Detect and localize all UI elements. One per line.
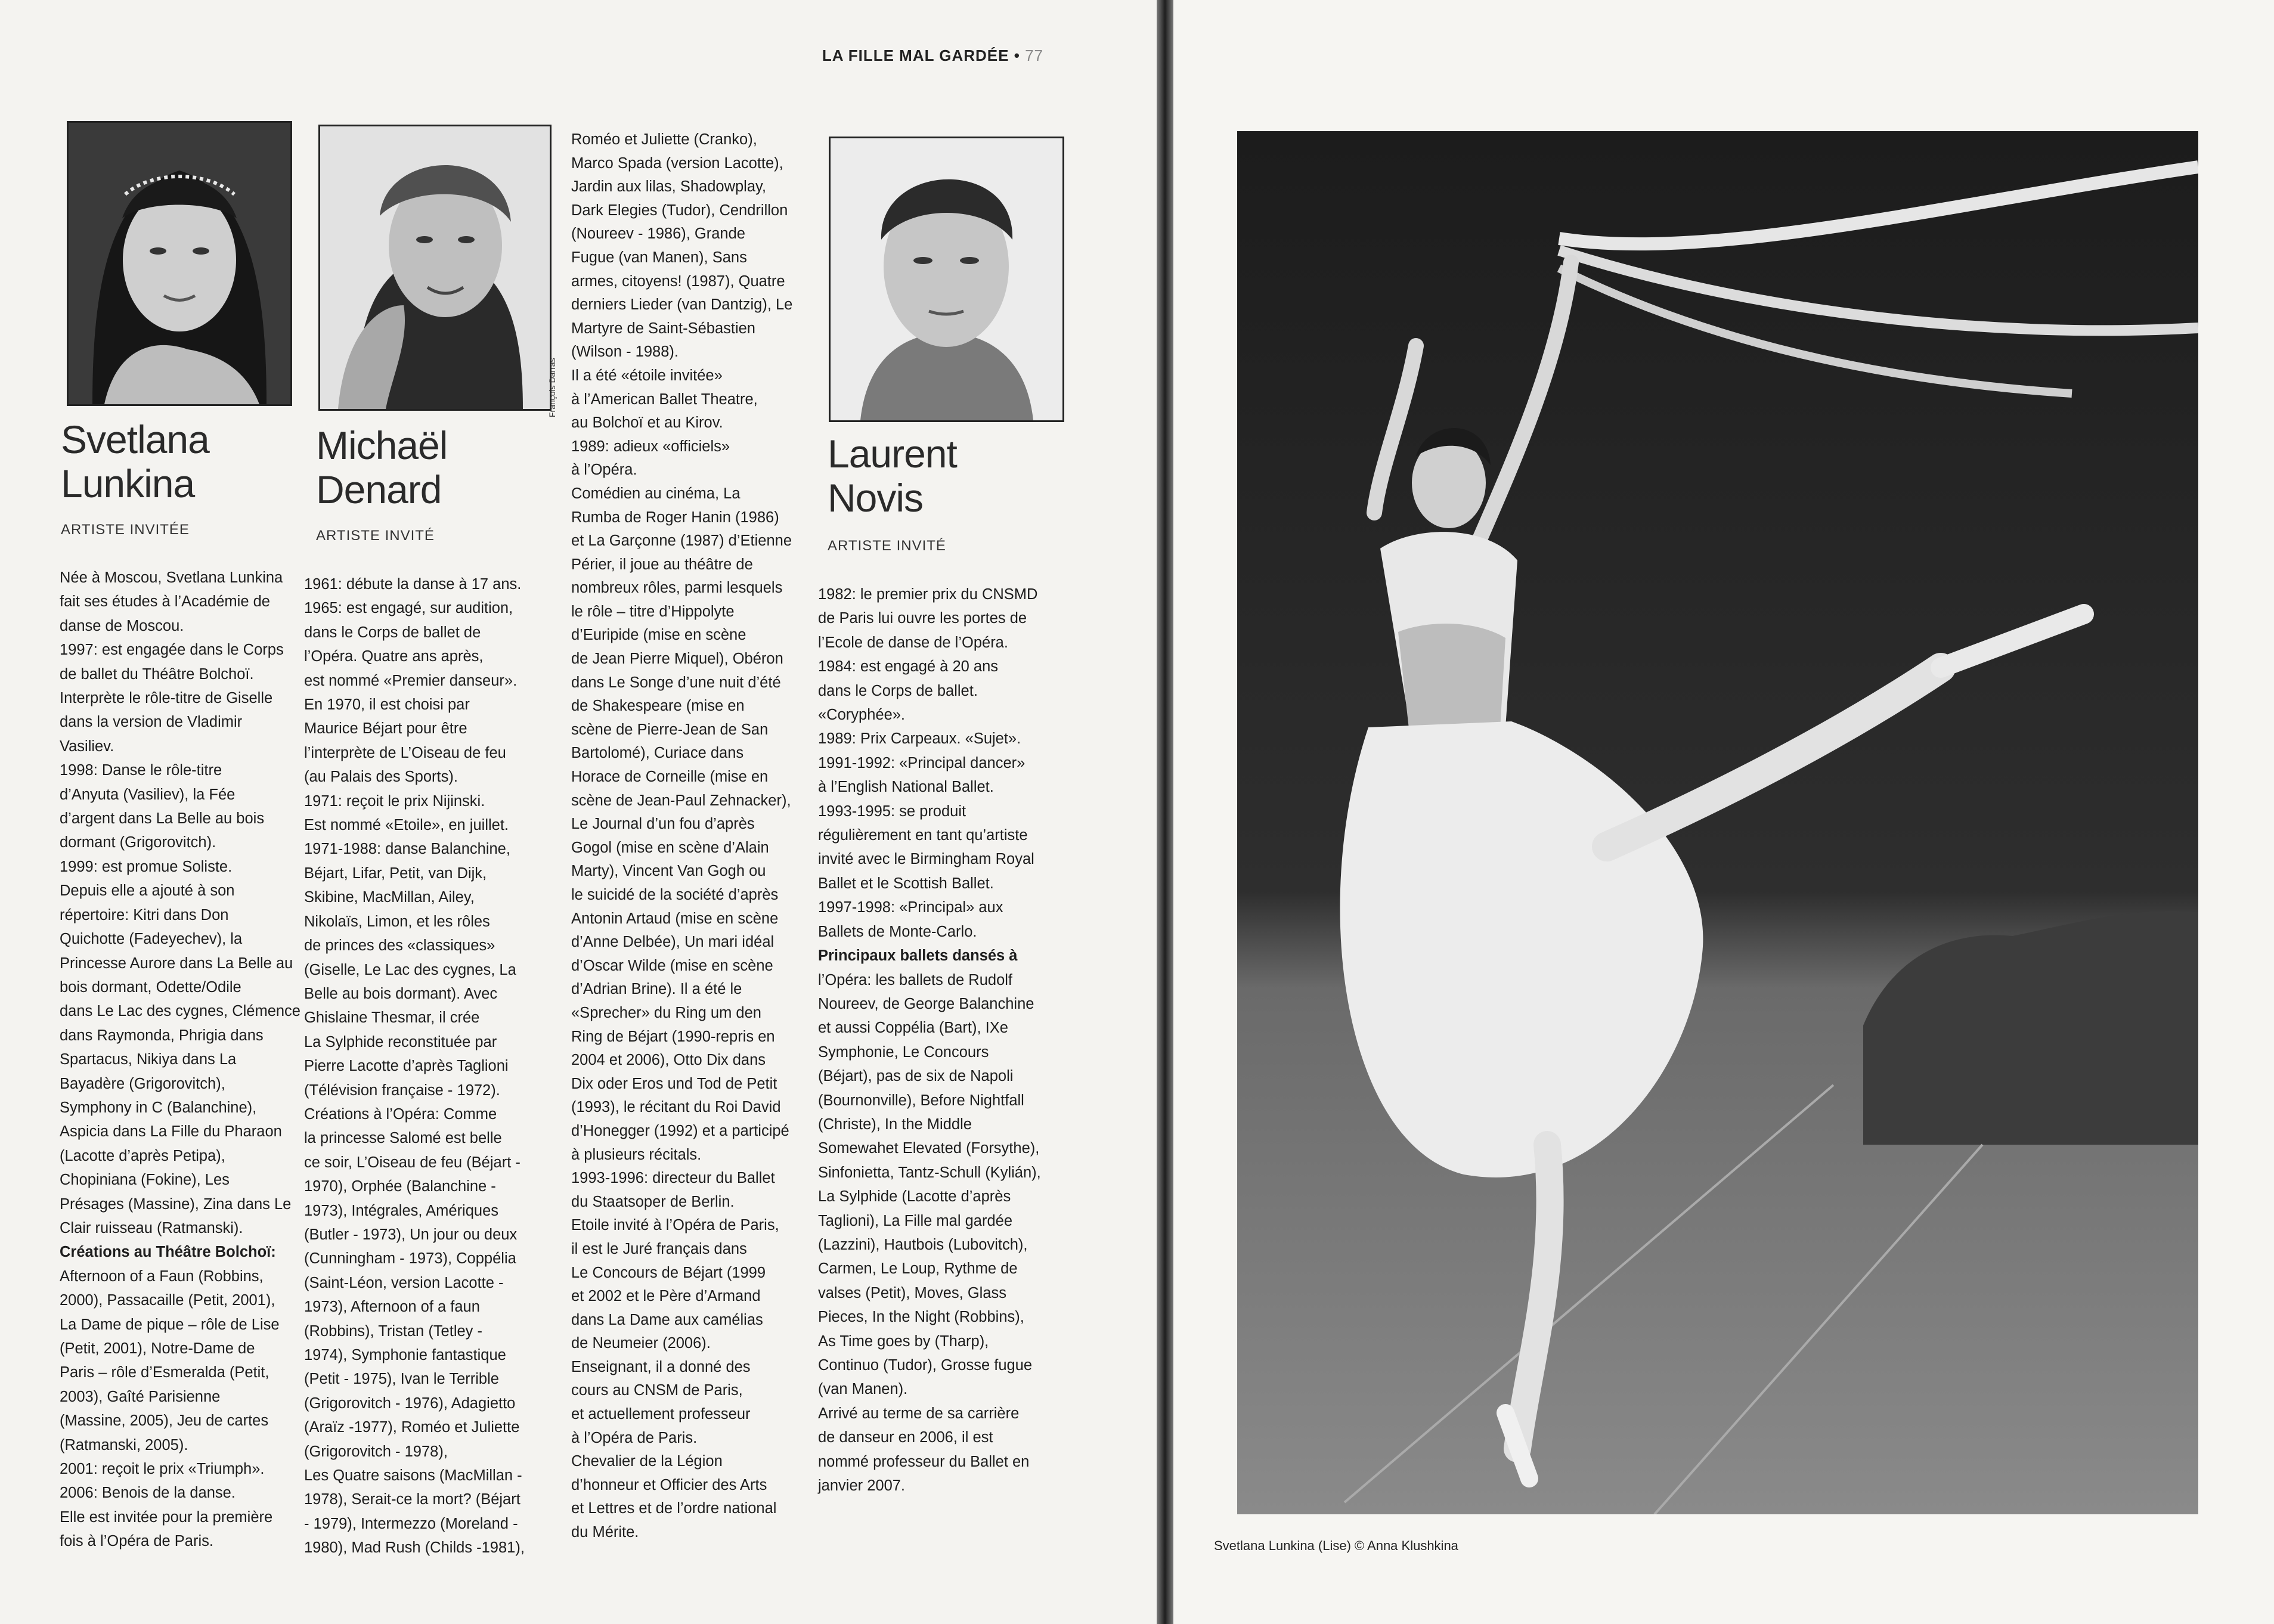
- bio-line: Chopiniana (Fokine), Les: [60, 1171, 230, 1189]
- bio-line: (Saint-Léon, version Lacotte -: [304, 1274, 504, 1291]
- bio-line: valses (Petit), Moves, Glass: [818, 1284, 1006, 1301]
- bio-line: le rôle – titre d’Hippolyte: [571, 603, 735, 620]
- bio-line: 1980), Mad Rush (Childs -1981),: [304, 1539, 525, 1557]
- bio-line: «Coryphée».: [818, 706, 906, 724]
- bio-line: (au Palais des Sports).: [304, 768, 458, 786]
- bio-line: (Araïz -1977), Roméo et Juliette: [304, 1419, 520, 1436]
- running-title: LA FILLE MAL GARDÉE: [822, 47, 1009, 64]
- bio-line: Gogol (mise en scène d’Alain: [571, 839, 769, 856]
- bio-line: Princesse Aurore dans La Belle au: [60, 954, 293, 972]
- bio-line: 1999: est promue Soliste.: [60, 858, 233, 875]
- bio-line: Sinfonietta, Tantz-Schull (Kylián),: [818, 1164, 1041, 1181]
- bio-line: Les Quatre saisons (MacMillan -: [304, 1467, 522, 1484]
- bio-line: 1971-1988: danse Balanchine,: [304, 841, 510, 858]
- bio-line: armes, citoyens! (1987), Quatre: [571, 272, 785, 290]
- bio-line: Belle au bois dormant). Avec: [304, 985, 498, 1002]
- bio-line: Dix oder Eros und Tod de Petit: [571, 1075, 777, 1092]
- bio-line: de danseur en 2006, il est: [818, 1429, 993, 1446]
- bio-line: 1982: le premier prix du CNSMD: [818, 586, 1038, 603]
- bio-line: Présages (Massine), Zina dans Le: [60, 1195, 292, 1213]
- bio-line: 2001: reçoit le prix «Triumph».: [60, 1461, 265, 1478]
- caption-text: Svetlana Lunkina (Lise): [1214, 1538, 1351, 1553]
- last-name: Denard: [316, 467, 442, 512]
- bio-line: de Jean Pierre Miquel), Obéron: [571, 650, 783, 668]
- bio-line: et actuellement professeur: [571, 1406, 751, 1423]
- bio-line: Symphony in C (Balanchine),: [60, 1099, 257, 1116]
- bio-line: répertoire: Kitri dans Don: [60, 906, 229, 923]
- bio-line: 1998: Danse le rôle-titre: [60, 762, 222, 779]
- bio-line: Clair ruisseau (Ratmanski).: [60, 1219, 243, 1236]
- bio-line: «Sprecher» du Ring um den: [571, 1004, 761, 1021]
- bio-line: Est nommé «Etoile», en juillet.: [304, 817, 509, 834]
- bio-line: régulièrement en tant qu’artiste: [818, 827, 1028, 844]
- bio-line: 1970), Orphée (Balanchine -: [304, 1178, 496, 1195]
- bio-line: Taglioni), La Fille mal gardée: [818, 1212, 1012, 1229]
- bio-line: d’honneur et Officier des Arts: [571, 1476, 767, 1493]
- bio-line: 1984: est engagé à 20 ans: [818, 658, 999, 675]
- header-bullet: •: [1014, 47, 1020, 64]
- bio-line: Ballet et le Scottish Ballet.: [818, 875, 994, 892]
- bio-line: (Petit, 2001), Notre-Dame de: [60, 1340, 255, 1357]
- portrait-laurent-novis: [829, 137, 1064, 422]
- bio-line: à plusieurs récitals.: [571, 1146, 702, 1163]
- bio-line: dans Le Lac des cygnes, Clémence: [60, 1003, 300, 1020]
- bio-line: de princes des «classiques»: [304, 937, 495, 954]
- role-label: ARTISTE INVITÉ: [316, 528, 435, 544]
- bio-line: Dark Elegies (Tudor), Cendrillon: [571, 202, 788, 219]
- bio-line: et La Garçonne (1987) d’Etienne: [571, 532, 792, 550]
- bio-line: Jardin aux lilas, Shadowplay,: [571, 178, 766, 196]
- bio-line: Ballets de Monte-Carlo.: [818, 923, 977, 940]
- artist-name-svetlana-lunkina: [61, 417, 209, 506]
- bio-line: La Sylphide (Lacotte d’après: [818, 1188, 1011, 1205]
- bio-line: de Neumeier (2006).: [571, 1335, 711, 1352]
- role-label: ARTISTE INVITÉE: [61, 522, 190, 538]
- bio-line: 2006: Benois de la danse.: [60, 1484, 236, 1502]
- bio-line: nombreux rôles, parmi lesquels: [571, 579, 783, 597]
- bio-line: 1993-1995: se produit: [818, 802, 966, 820]
- bio-laurent-novis: [818, 582, 1041, 1498]
- bio-line: Paris – rôle d’Esmeralda (Petit,: [60, 1364, 269, 1381]
- bio-line: Marty), Vincent Van Gogh ou: [571, 863, 766, 880]
- bio-line: scène de Pierre-Jean de San: [571, 721, 769, 738]
- bio-line: (Lacotte d’après Petipa),: [60, 1147, 225, 1164]
- bio-line: dormant (Grigorovitch).: [60, 834, 216, 851]
- bio-line: Nikolaïs, Limon, et les rôles: [304, 913, 490, 930]
- bio-line: Née à Moscou, Svetlana Lunkina: [60, 569, 283, 586]
- bio-line: Quichotte (Fadeyechev), la: [60, 931, 243, 948]
- bio-line: est nommé «Premier danseur».: [304, 672, 518, 689]
- bio-line: (Cunningham - 1973), Coppélia: [304, 1250, 516, 1267]
- bio-line: 1973), Afternoon of a faun: [304, 1298, 480, 1316]
- bio-line: Afternoon of a Faun (Robbins,: [60, 1267, 264, 1285]
- bio-line: et 2002 et le Père d’Armand: [571, 1288, 761, 1305]
- bio-line: Arrivé au terme de sa carrière: [818, 1405, 1020, 1422]
- bio-line: - 1979), Intermezzo (Moreland -: [304, 1515, 518, 1532]
- running-header: [822, 47, 1043, 65]
- bio-line: Bayadère (Grigorovitch),: [60, 1075, 225, 1092]
- bio-line: Horace de Corneille (mise en: [571, 768, 769, 786]
- bio-line: (Massine, 2005), Jeu de cartes: [60, 1412, 269, 1430]
- bio-line: dans Raymonda, Phrigia dans: [60, 1027, 264, 1044]
- bio-line: (Lazzini), Hautbois (Lubovitch),: [818, 1236, 1028, 1253]
- right-page: [1173, 0, 2274, 1624]
- bio-line: scène de Jean-Paul Zehnacker),: [571, 792, 791, 809]
- bio-line: le suicidé de la société d’après: [571, 887, 779, 903]
- bio-line: dans La Dame aux camélias: [571, 1311, 763, 1328]
- bio-line: La Sylphide reconstituée par: [304, 1033, 497, 1050]
- bio-line: Aspicia dans La Fille du Pharaon: [60, 1123, 282, 1140]
- bio-michael-denard-continued: [571, 128, 792, 1545]
- bio-line: Elle est invitée pour la première: [60, 1508, 273, 1526]
- artist-name-laurent-novis: [828, 432, 957, 520]
- bio-line: 1961: débute la danse à 17 ans.: [304, 576, 522, 593]
- bio-line: d’Anne Delbée), Un mari idéal: [571, 934, 774, 951]
- bio-line: janvier 2007.: [818, 1477, 906, 1495]
- bio-line: Pieces, In the Night (Robbins),: [818, 1309, 1024, 1326]
- bio-line: 1997: est engagée dans le Corps: [60, 641, 284, 659]
- role-label: ARTISTE INVITÉ: [828, 538, 946, 554]
- bio-line: Le Concours de Béjart (1999: [571, 1264, 766, 1281]
- bio-line: 1965: est engagé, sur audition,: [304, 600, 513, 617]
- bio-line: Interprète le rôle-titre de Giselle: [60, 690, 273, 707]
- bio-line: Spartacus, Nikiya dans La: [60, 1051, 237, 1068]
- bio-line: fait ses études à l’Académie de: [60, 593, 270, 610]
- last-name: Novis: [828, 476, 924, 520]
- bio-subheading: Principaux ballets dansés à: [818, 947, 1018, 965]
- bio-line: (Ratmanski, 2005).: [60, 1436, 188, 1453]
- bio-line: à l’Opéra de Paris.: [571, 1429, 698, 1446]
- bio-line: bois dormant, Odette/Odile: [60, 978, 241, 996]
- bio-line: d’Adrian Brine). Il a été le: [571, 981, 742, 998]
- bio-line: (Grigorovitch - 1978),: [304, 1443, 448, 1460]
- bio-line: la princesse Salomé est belle: [304, 1130, 502, 1147]
- bio-line: ce soir, L’Oiseau de feu (Béjart -: [304, 1154, 521, 1171]
- bio-line: l’Opéra: les ballets de Rudolf: [818, 971, 1013, 988]
- bio-line: Chevalier de la Légion: [571, 1453, 723, 1470]
- bio-line: à l’Opéra.: [571, 461, 637, 479]
- bio-line: As Time goes by (Tharp),: [818, 1332, 989, 1350]
- bio-line: Skibine, MacMillan, Ailey,: [304, 889, 475, 906]
- bio-line: Ghislaine Thesmar, il crée: [304, 1009, 480, 1027]
- bio-line: cours au CNSM de Paris,: [571, 1382, 743, 1399]
- bio-line: du Mérite.: [571, 1524, 639, 1541]
- bio-line: au Bolchoï et au Kirov.: [571, 414, 723, 432]
- photo-credit-denard: François Darras: [547, 358, 557, 417]
- bio-line: La Dame de pique – rôle de Lise: [60, 1316, 280, 1333]
- bio-line: Roméo et Juliette (Cranko),: [571, 131, 757, 148]
- bio-line: il est le Juré français dans: [571, 1240, 747, 1257]
- bio-line: Périer, il joue au théâtre de: [571, 556, 753, 573]
- page-number: 77: [1025, 47, 1043, 64]
- bio-michael-denard: [304, 572, 525, 1560]
- bio-line: derniers Lieder (van Dantzig), Le: [571, 296, 793, 314]
- bio-line: à l’English National Ballet.: [818, 779, 994, 796]
- bio-line: nommé professeur du Ballet en: [818, 1453, 1030, 1470]
- bio-line: Continuo (Tudor), Grosse fugue: [818, 1357, 1033, 1374]
- bio-line: Carmen, Le Loup, Rythme de: [818, 1260, 1018, 1278]
- first-name: Michaël: [316, 423, 448, 467]
- bio-line: Vasiliev.: [60, 737, 114, 755]
- bio-line: dans le Corps de ballet de: [304, 624, 481, 641]
- bio-line: (van Manen).: [818, 1381, 908, 1398]
- bio-line: Somewahet Elevated (Forsythe),: [818, 1140, 1040, 1157]
- bio-line: Ring de Béjart (1990-repris en: [571, 1028, 775, 1045]
- bio-line: dans le Corps de ballet.: [818, 682, 978, 699]
- bio-line: 1971: reçoit le prix Nijinski.: [304, 792, 485, 810]
- bio-line: 1989: adieux «officiels»: [571, 438, 730, 455]
- bio-line: 1997-1998: «Principal» aux: [818, 899, 1003, 916]
- bio-line: Symphonie, Le Concours: [818, 1043, 989, 1061]
- bio-line: Maurice Béjart pour être: [304, 720, 467, 737]
- bio-line: (1993), le récitant du Roi David: [571, 1099, 781, 1116]
- last-name: Lunkina: [61, 461, 195, 506]
- bio-line: (Bournonville), Before Nightfall: [818, 1092, 1024, 1109]
- bio-line: Béjart, Lifar, Petit, van Dijk,: [304, 864, 487, 882]
- bio-line: de Paris lui ouvre les portes de: [818, 610, 1027, 627]
- bio-line: (Télévision française - 1972).: [304, 1081, 500, 1099]
- bio-line: En 1970, il est choisi par: [304, 696, 470, 714]
- bio-line: Comédien au cinéma, La: [571, 485, 741, 502]
- bio-line: l’Ecole de danse de l’Opéra.: [818, 634, 1008, 651]
- bio-line: Bartolomé), Curiace dans: [571, 745, 744, 762]
- bio-line: à l’American Ballet Theatre,: [571, 390, 758, 408]
- first-name: Svetlana: [61, 417, 209, 461]
- bio-line: Martyre de Saint-Sébastien: [571, 320, 755, 337]
- bio-line: (Robbins), Tristan (Tetley -: [304, 1322, 483, 1340]
- bio-subheading: Créations au Théâtre Bolchoï:: [60, 1244, 276, 1261]
- bio-line: fois à l’Opéra de Paris.: [60, 1533, 213, 1550]
- portrait-svetlana-lunkina: [67, 121, 292, 406]
- bio-line: Il a été «étoile invitée»: [571, 367, 723, 384]
- bio-line: (Béjart), pas de six de Napoli: [818, 1068, 1014, 1085]
- bio-line: (Petit - 1975), Ivan le Terrible: [304, 1371, 499, 1388]
- bio-line: 1991-1992: «Principal dancer»: [818, 754, 1026, 771]
- bio-line: Fugue (van Manen), Sans: [571, 249, 747, 266]
- bio-line: Etoile invité à l’Opéra de Paris,: [571, 1217, 779, 1234]
- bio-line: 2003), Gaîté Parisienne: [60, 1388, 221, 1405]
- bio-line: l’Opéra. Quatre ans après,: [304, 648, 484, 665]
- bio-line: Antonin Artaud (mise en scène: [571, 910, 779, 927]
- bio-line: et aussi Coppélia (Bart), IXe: [818, 1019, 1008, 1037]
- bio-line: (Christe), In the Middle: [818, 1115, 972, 1133]
- bio-line: 1974), Symphonie fantastique: [304, 1347, 506, 1363]
- bio-line: d’Honegger (1992) et a participé: [571, 1122, 789, 1139]
- bio-line: 1993-1996: directeur du Ballet: [571, 1170, 775, 1187]
- bio-line: danse de Moscou.: [60, 617, 184, 634]
- bio-line: l’interprète de L’Oiseau de feu: [304, 744, 506, 761]
- bio-line: d’Oscar Wilde (mise en scène: [571, 957, 773, 974]
- bio-line: Rumba de Roger Hanin (1986): [571, 509, 779, 526]
- ballet-photo: [1237, 131, 2198, 1514]
- bio-line: Noureev, de George Balanchine: [818, 995, 1034, 1012]
- bio-line: 1973), Intégrales, Amériques: [304, 1202, 499, 1219]
- first-name: Laurent: [828, 432, 957, 476]
- portrait-michael-denard: [318, 125, 552, 411]
- bio-svetlana-lunkina: [60, 566, 300, 1554]
- bio-line: dans la version de Vladimir: [60, 714, 243, 731]
- photo-caption: [1214, 1538, 1458, 1554]
- bio-line: Créations à l’Opéra: Comme: [304, 1105, 497, 1123]
- artist-name-michael-denard: [316, 423, 447, 512]
- bio-line: 1978), Serait-ce la mort? (Béjart: [304, 1491, 521, 1508]
- bio-line: 1989: Prix Carpeaux. «Sujet».: [818, 730, 1021, 748]
- bio-line: (Giselle, Le Lac des cygnes, La: [304, 961, 516, 978]
- bio-line: Le Journal d’un fou d’après: [571, 816, 755, 833]
- bio-line: de Shakespeare (mise en: [571, 698, 745, 715]
- bio-line: d’Euripide (mise en scène: [571, 627, 746, 644]
- bio-line: (Butler - 1973), Un jour ou deux: [304, 1226, 518, 1243]
- bio-line: 2000), Passacaille (Petit, 2001),: [60, 1292, 275, 1309]
- bio-line: (Wilson - 1988).: [571, 343, 679, 361]
- bio-line: Depuis elle a ajouté à son: [60, 882, 235, 900]
- bio-line: Enseignant, il a donné des: [571, 1358, 751, 1375]
- bio-line: Pierre Lacotte d’après Taglioni: [304, 1058, 509, 1075]
- bio-line: Marco Spada (version Lacotte),: [571, 154, 783, 172]
- bio-line: invité avec le Birmingham Royal: [818, 851, 1034, 868]
- bio-line: dans Le Songe d’une nuit d’été: [571, 674, 781, 691]
- bio-line: d’argent dans La Belle au bois: [60, 810, 265, 828]
- caption-credit: © Anna Klushkina: [1354, 1538, 1458, 1553]
- bio-line: et Lettres et de l’ordre national: [571, 1500, 777, 1517]
- bio-line: (Grigorovitch - 1976), Adagietto: [304, 1394, 516, 1412]
- book-spine: [1157, 0, 1173, 1624]
- bio-line: 2004 et 2006), Otto Dix dans: [571, 1052, 766, 1069]
- bio-line: de ballet du Théâtre Bolchoï.: [60, 665, 254, 683]
- bio-line: d’Anyuta (Vasiliev), la Fée: [60, 786, 236, 803]
- bio-line: (Noureev - 1986), Grande: [571, 225, 745, 243]
- bio-line: du Staatsoper de Berlin.: [571, 1193, 735, 1210]
